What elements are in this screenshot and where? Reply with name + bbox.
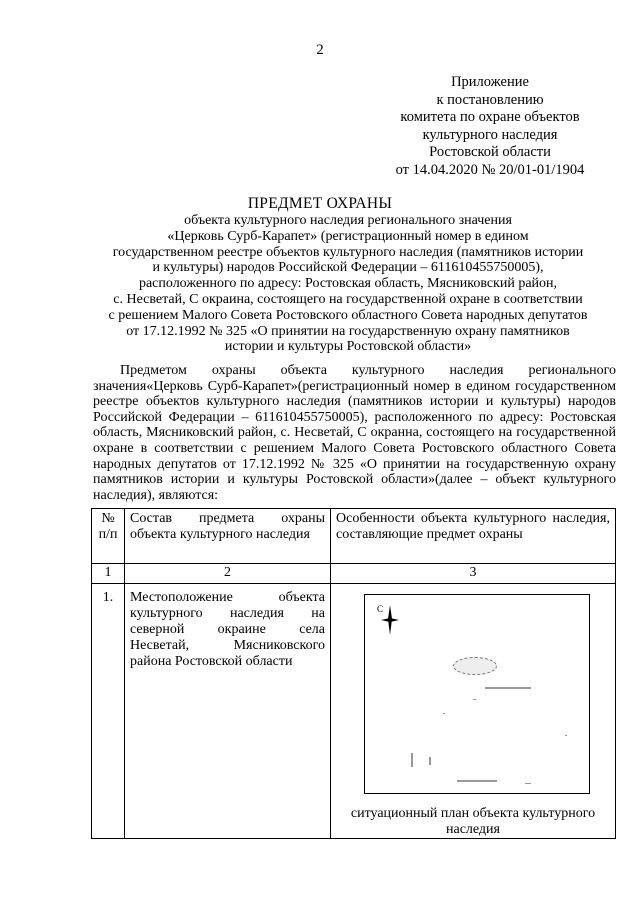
- subtitle-line: с. Несветай, С окраина, состоящего на государственной охране в соответствии: [113, 291, 583, 307]
- table-row: [92, 584, 616, 839]
- appendix-line: к постановлению: [436, 91, 544, 108]
- column-number: 3: [331, 564, 616, 584]
- row-composition: Местоположение объекта культурного наследия на северной окраине села Несветай, Мясниковского района Ростовской области: [125, 584, 331, 839]
- situation-plan-map: [364, 594, 590, 794]
- map-details: [365, 595, 589, 793]
- appendix-line: Приложение: [451, 74, 529, 90]
- appendix-line: культурного наследия: [422, 126, 558, 143]
- subtitle-line: расположенного по адресу: Ростовская область, Мясниковский район,: [138, 276, 558, 292]
- subtitle-line: объекта культурного наследия регионального значения: [184, 213, 512, 228]
- subtitle-line: истории и культуры Ростовской области»: [224, 339, 472, 355]
- column-number: 1: [92, 564, 125, 584]
- protection-table: [91, 508, 616, 839]
- subtitle-line: с решением Малого Совета Ростовского областного Совета народных депутатов: [108, 307, 588, 323]
- appendix-line: комитета по охране объектов: [400, 109, 580, 125]
- compass-letter: С: [377, 604, 384, 614]
- appendix-line: от 14.04.2020 № 20/01-01/1904: [395, 161, 585, 178]
- subtitle-line: и культуры) народов Российской Федерации – 611610455750005),: [152, 260, 544, 276]
- header-composition: Состав предмета охраны объекта культурного наследия: [125, 509, 331, 564]
- subtitle-line: «Церковь Сурб-Карапет» (регистрационный номер в едином: [167, 228, 529, 244]
- document-title: ПРЕДМЕТ ОХРАНЫ: [247, 195, 393, 212]
- page-number: 2: [316, 42, 324, 58]
- row-number: 1.: [92, 584, 125, 839]
- header-number: № п/п: [92, 509, 125, 564]
- appendix-block: [370, 74, 610, 179]
- subtitle-line: от 17.12.1992 № 325 «О принятии на государственную охрану памятников: [126, 323, 570, 339]
- body-paragraph: Предметом охраны объекта культурного наследия регионального значения«Церковь Сурб-Карапет»(регистрационный номер в едином государственном реестре объектов культурного наследия (памятников истории и культуры) народов Российской Федерации – 611610455750005), расположенного по адресу: Ростовская область, Мясниковский район, с. Несветай, С окранна, состоящего на государственной охране в соответствии с решением Малого Совета Ростовского областного Совета народных депутатов от 17.12.1992 № 325 «О принятии на государственную охрану памятников истории и культуры Ростовской области»(далее – объект культурного наследия), являются:: [93, 363, 616, 503]
- subtitle-line: государственном реестре объектов культурного наследия (памятников истории: [112, 244, 584, 260]
- row-features: [331, 584, 616, 839]
- table-header-row: [92, 509, 616, 564]
- appendix-line: Ростовской области: [429, 144, 551, 160]
- document-subtitle: [80, 213, 616, 355]
- column-number: 2: [125, 564, 331, 584]
- table-numbering-row: [92, 564, 616, 584]
- map-caption: ситуационный план объекта культурного наследия: [350, 806, 596, 837]
- header-features: Особенности объекта культурного наследия, составляющие предмет охраны: [331, 509, 616, 564]
